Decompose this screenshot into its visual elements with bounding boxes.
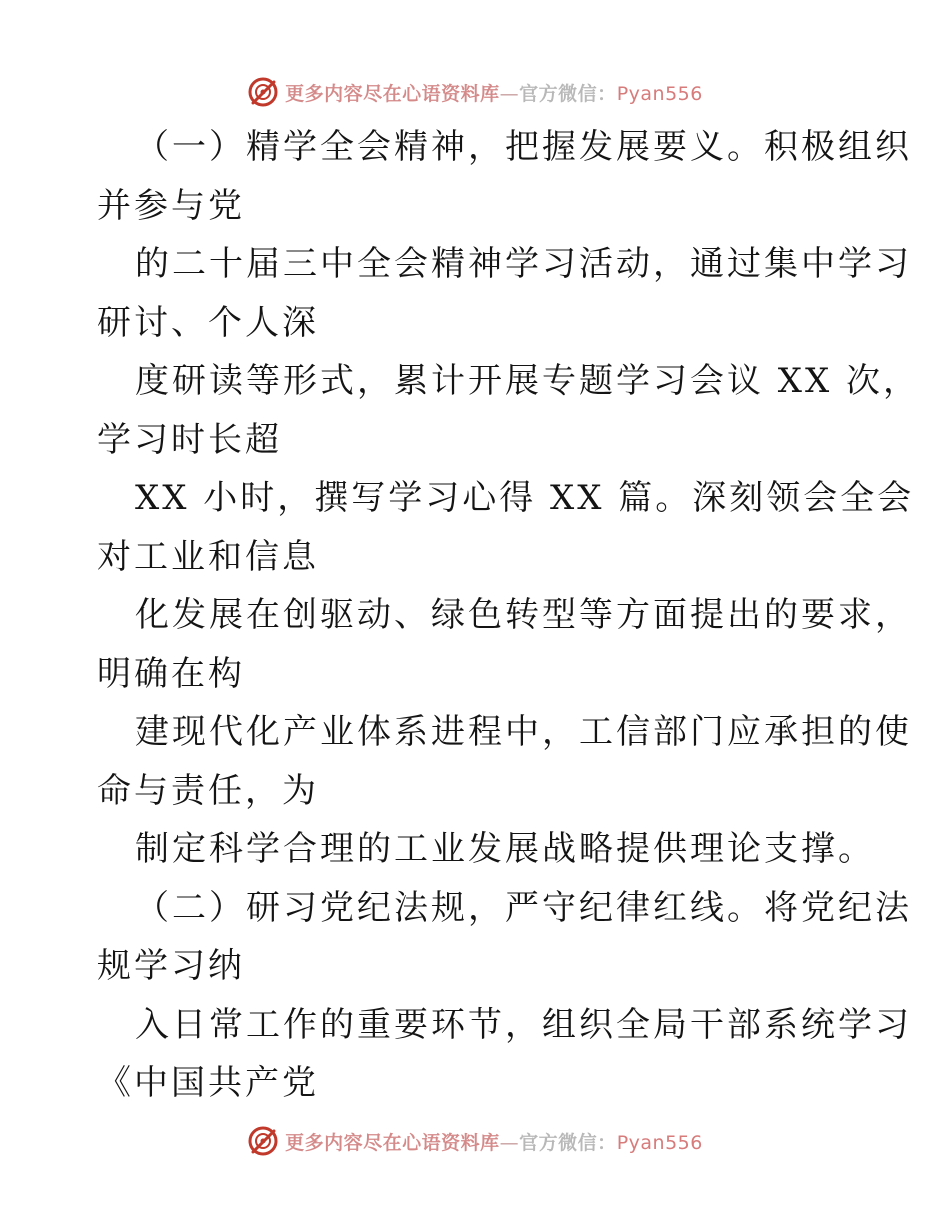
text-line: 对工业和信息 [97,536,319,577]
document-body [97,118,921,1113]
watermark-brand: 更多内容尽在心语资料库 [285,82,500,105]
text-line: XX 小时，撰写学习心得 XX 篇。深刻领会全会 [135,478,915,518]
text-line: 入日常工作的重要环节，组织全局干部系统学习 [135,1004,912,1045]
text-line: 明确在构 [97,653,245,694]
text-line: 建现代化产业体系进程中，工信部门应承担的使 [135,712,912,752]
text-line: 研讨、个人深 [97,302,319,343]
text-line: 制定科学合理的工业发展战略提供理论支撑。 [135,829,875,869]
watermark-text [285,79,703,106]
text-line: 的二十届三中全会精神学习活动，通过集中学习 [135,244,912,284]
watermark-separator: — [499,82,520,105]
watermark-logo-icon [247,1125,279,1157]
text-line: 化发展在创驱动、绿色转型等方面提出的要求， [135,595,912,635]
text-line: 并参与党 [97,185,245,226]
text-line: 《中国共产党 [97,1063,319,1103]
watermark-separator: — [499,1131,520,1154]
watermark-brand: 更多内容尽在心语资料库 [285,1131,500,1154]
watermark-label: 官方微信： [519,1131,617,1154]
text-line: 命与责任，为 [97,770,319,811]
text-line: （一）精学全会精神，把握发展要义。积极组织 [135,127,912,167]
watermark-id: Pyan556 [616,82,703,105]
watermark-text [285,1128,703,1155]
watermark-id: Pyan556 [616,1131,703,1154]
header-watermark [0,72,950,112]
text-line: 学习时长超 [97,419,282,460]
text-line: 规学习纳 [97,946,245,986]
footer-watermark [0,1121,950,1161]
watermark-label: 官方微信： [519,82,617,105]
text-line: （二）研习党纪法规，严守纪律红线。将党纪法 [135,887,912,928]
text-line: 度研读等形式，累计开展专题学习会议 XX 次， [135,361,921,401]
watermark-logo-icon [247,76,279,108]
